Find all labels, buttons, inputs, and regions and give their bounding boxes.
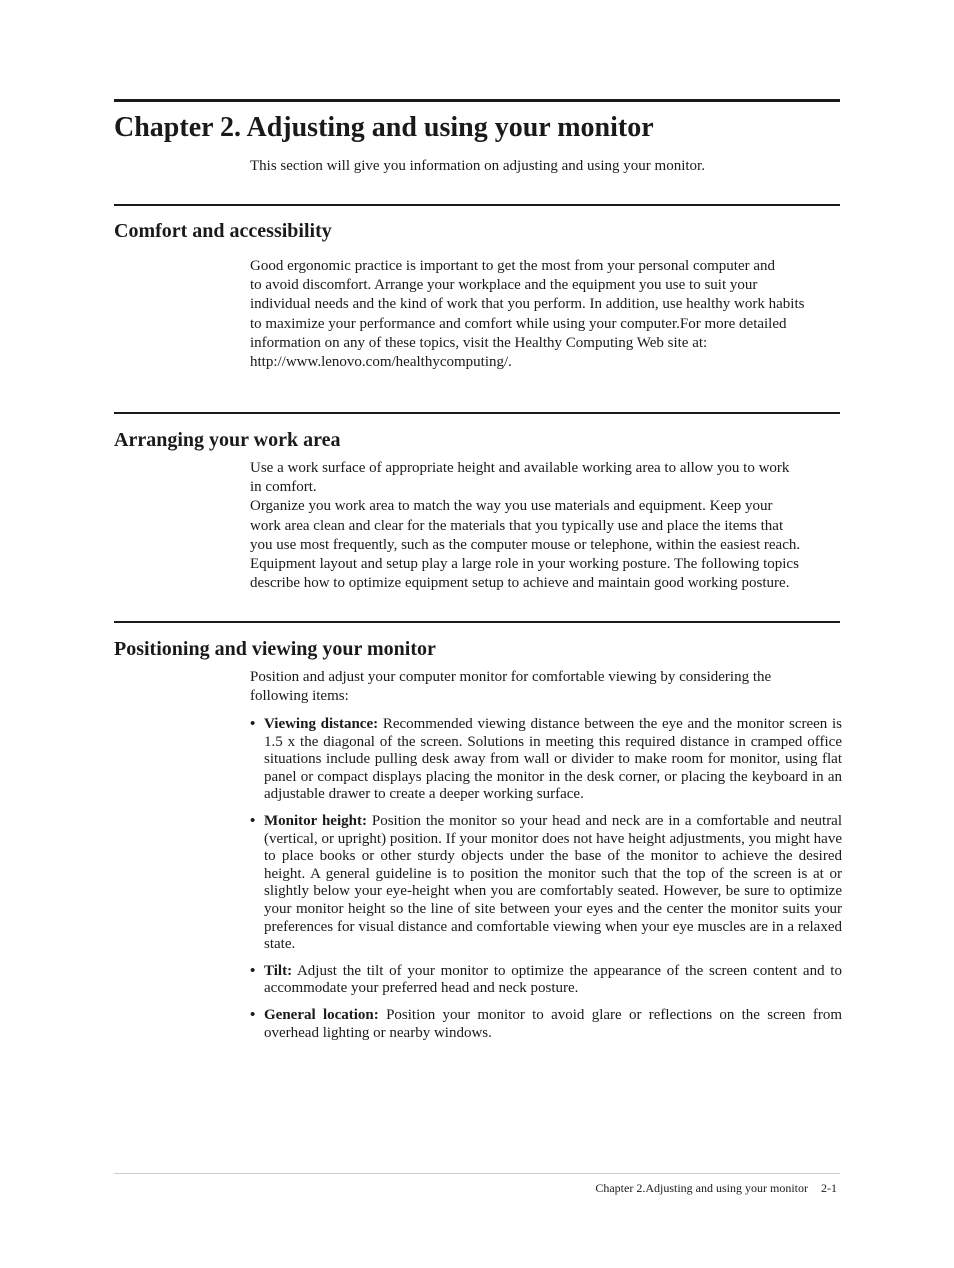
- chapter-top-rule: [114, 99, 840, 102]
- section-body-positioning: [250, 668, 842, 706]
- list-item-text: Position your monitor to avoid glare or reflections on the screen from overhead lighting or nearby windows.: [264, 1006, 843, 1041]
- body-line: Organize you work area to match the way you use materials and equipment. Keep your: [250, 498, 773, 515]
- section-body-work-area: [250, 459, 842, 593]
- chapter-intro: [250, 157, 842, 176]
- body-line: you use most frequently, such as the computer mouse or telephone, within the easiest reach.: [250, 536, 801, 553]
- section-title-positioning: Positioning and viewing your monitor: [114, 638, 436, 660]
- list-item-tilt: [250, 963, 842, 998]
- chapter-intro-text: This section will give you information on adjusting and using your monitor.: [250, 158, 705, 174]
- page-number: 2-1: [821, 1181, 837, 1195]
- section-title-comfort: Comfort and accessibility: [114, 220, 332, 242]
- healthy-computing-url: http://www.lenovo.com/healthycomputing/.: [250, 354, 512, 371]
- list-item-term: Tilt:: [264, 962, 293, 979]
- list-item-text: Position the monitor so your head and neck are in a comfortable and neutral (vertical, or upright) position. If your monitor does not have height adjustments, you might have to place books or other sturdy objects under the base of the monitor to achieve the desired height. A general guideline is to position the monitor such that the top of the screen is at or slightly below your eye-height when you are comfortably seated. However, be sure to optimize your monitor height so the line of site between your eyes and the center the monitor suits your preferences for visual distance and comfortable viewing when your eye muscles are in a relaxed state.: [264, 812, 843, 953]
- section-rule-comfort: [114, 204, 840, 206]
- list-item-term: Viewing distance:: [264, 716, 379, 732]
- footer-chapter-title: Chapter 2.Adjusting and using your monitor: [595, 1181, 808, 1195]
- section-title-work-area: Arranging your work area: [114, 429, 341, 451]
- footer-rule: [114, 1173, 840, 1174]
- body-line: information on any of these topics, visit the Healthy Computing Web site at:: [250, 334, 708, 351]
- section-rule-positioning: [114, 621, 840, 623]
- bullet-icon: •: [250, 1006, 256, 1023]
- page-footer: [595, 1180, 837, 1196]
- body-line: individual needs and the kind of work that you perform. In addition, use healthy work habits: [250, 296, 805, 313]
- list-item-viewing-distance: [250, 716, 842, 804]
- list-item-general-location: [250, 1007, 842, 1042]
- body-line: work area clean and clear for the materials that you typically use and place the items that: [250, 517, 784, 534]
- body-line: describe how to optimize equipment setup to achieve and maintain good working posture.: [250, 575, 790, 592]
- list-item-text: Recommended viewing distance between the eye and the monitor screen is 1.5 x the diagonal of the screen. Solutions in meeting this required distance in cramped office situations include pulling desk away from wall or divider to make room for monitor, using flat panel or compact displays placing the monitor in the desk corner, or placing the keyboard in an adjustable drawer to create a deeper working surface.: [264, 716, 842, 803]
- bullet-icon: •: [250, 812, 256, 829]
- body-line: to maximize your performance and comfort while using your computer.For more detailed: [250, 315, 787, 332]
- body-line: Position and adjust your computer monitor for comfortable viewing by considering the: [250, 669, 772, 685]
- list-item-term: Monitor height:: [264, 812, 367, 829]
- bullet-icon: •: [250, 962, 256, 979]
- body-line: Use a work surface of appropriate height and available working area to allow you to work: [250, 460, 790, 476]
- list-item-term: General location:: [264, 1006, 379, 1023]
- bullet-icon: •: [250, 716, 256, 732]
- list-item-text: Adjust the tilt of your monitor to optimize the appearance of the screen content and to accommodate your preferred head and neck posture.: [264, 962, 842, 997]
- body-line: in comfort.: [250, 479, 317, 496]
- monitor-guidelines-list: [250, 716, 842, 1051]
- body-line: to avoid discomfort. Arrange your workplace and the equipment you use to suit your: [250, 277, 758, 294]
- body-line: Equipment layout and setup play a large role in your working posture. The following topics: [250, 556, 799, 573]
- chapter-title: Chapter 2. Adjusting and using your monitor: [114, 112, 654, 143]
- section-rule-work-area: [114, 412, 840, 414]
- section-body-comfort: [250, 257, 842, 372]
- body-line: Good ergonomic practice is important to get the most from your personal computer and: [250, 258, 776, 274]
- body-line: following items:: [250, 688, 349, 705]
- list-item-monitor-height: [250, 813, 842, 954]
